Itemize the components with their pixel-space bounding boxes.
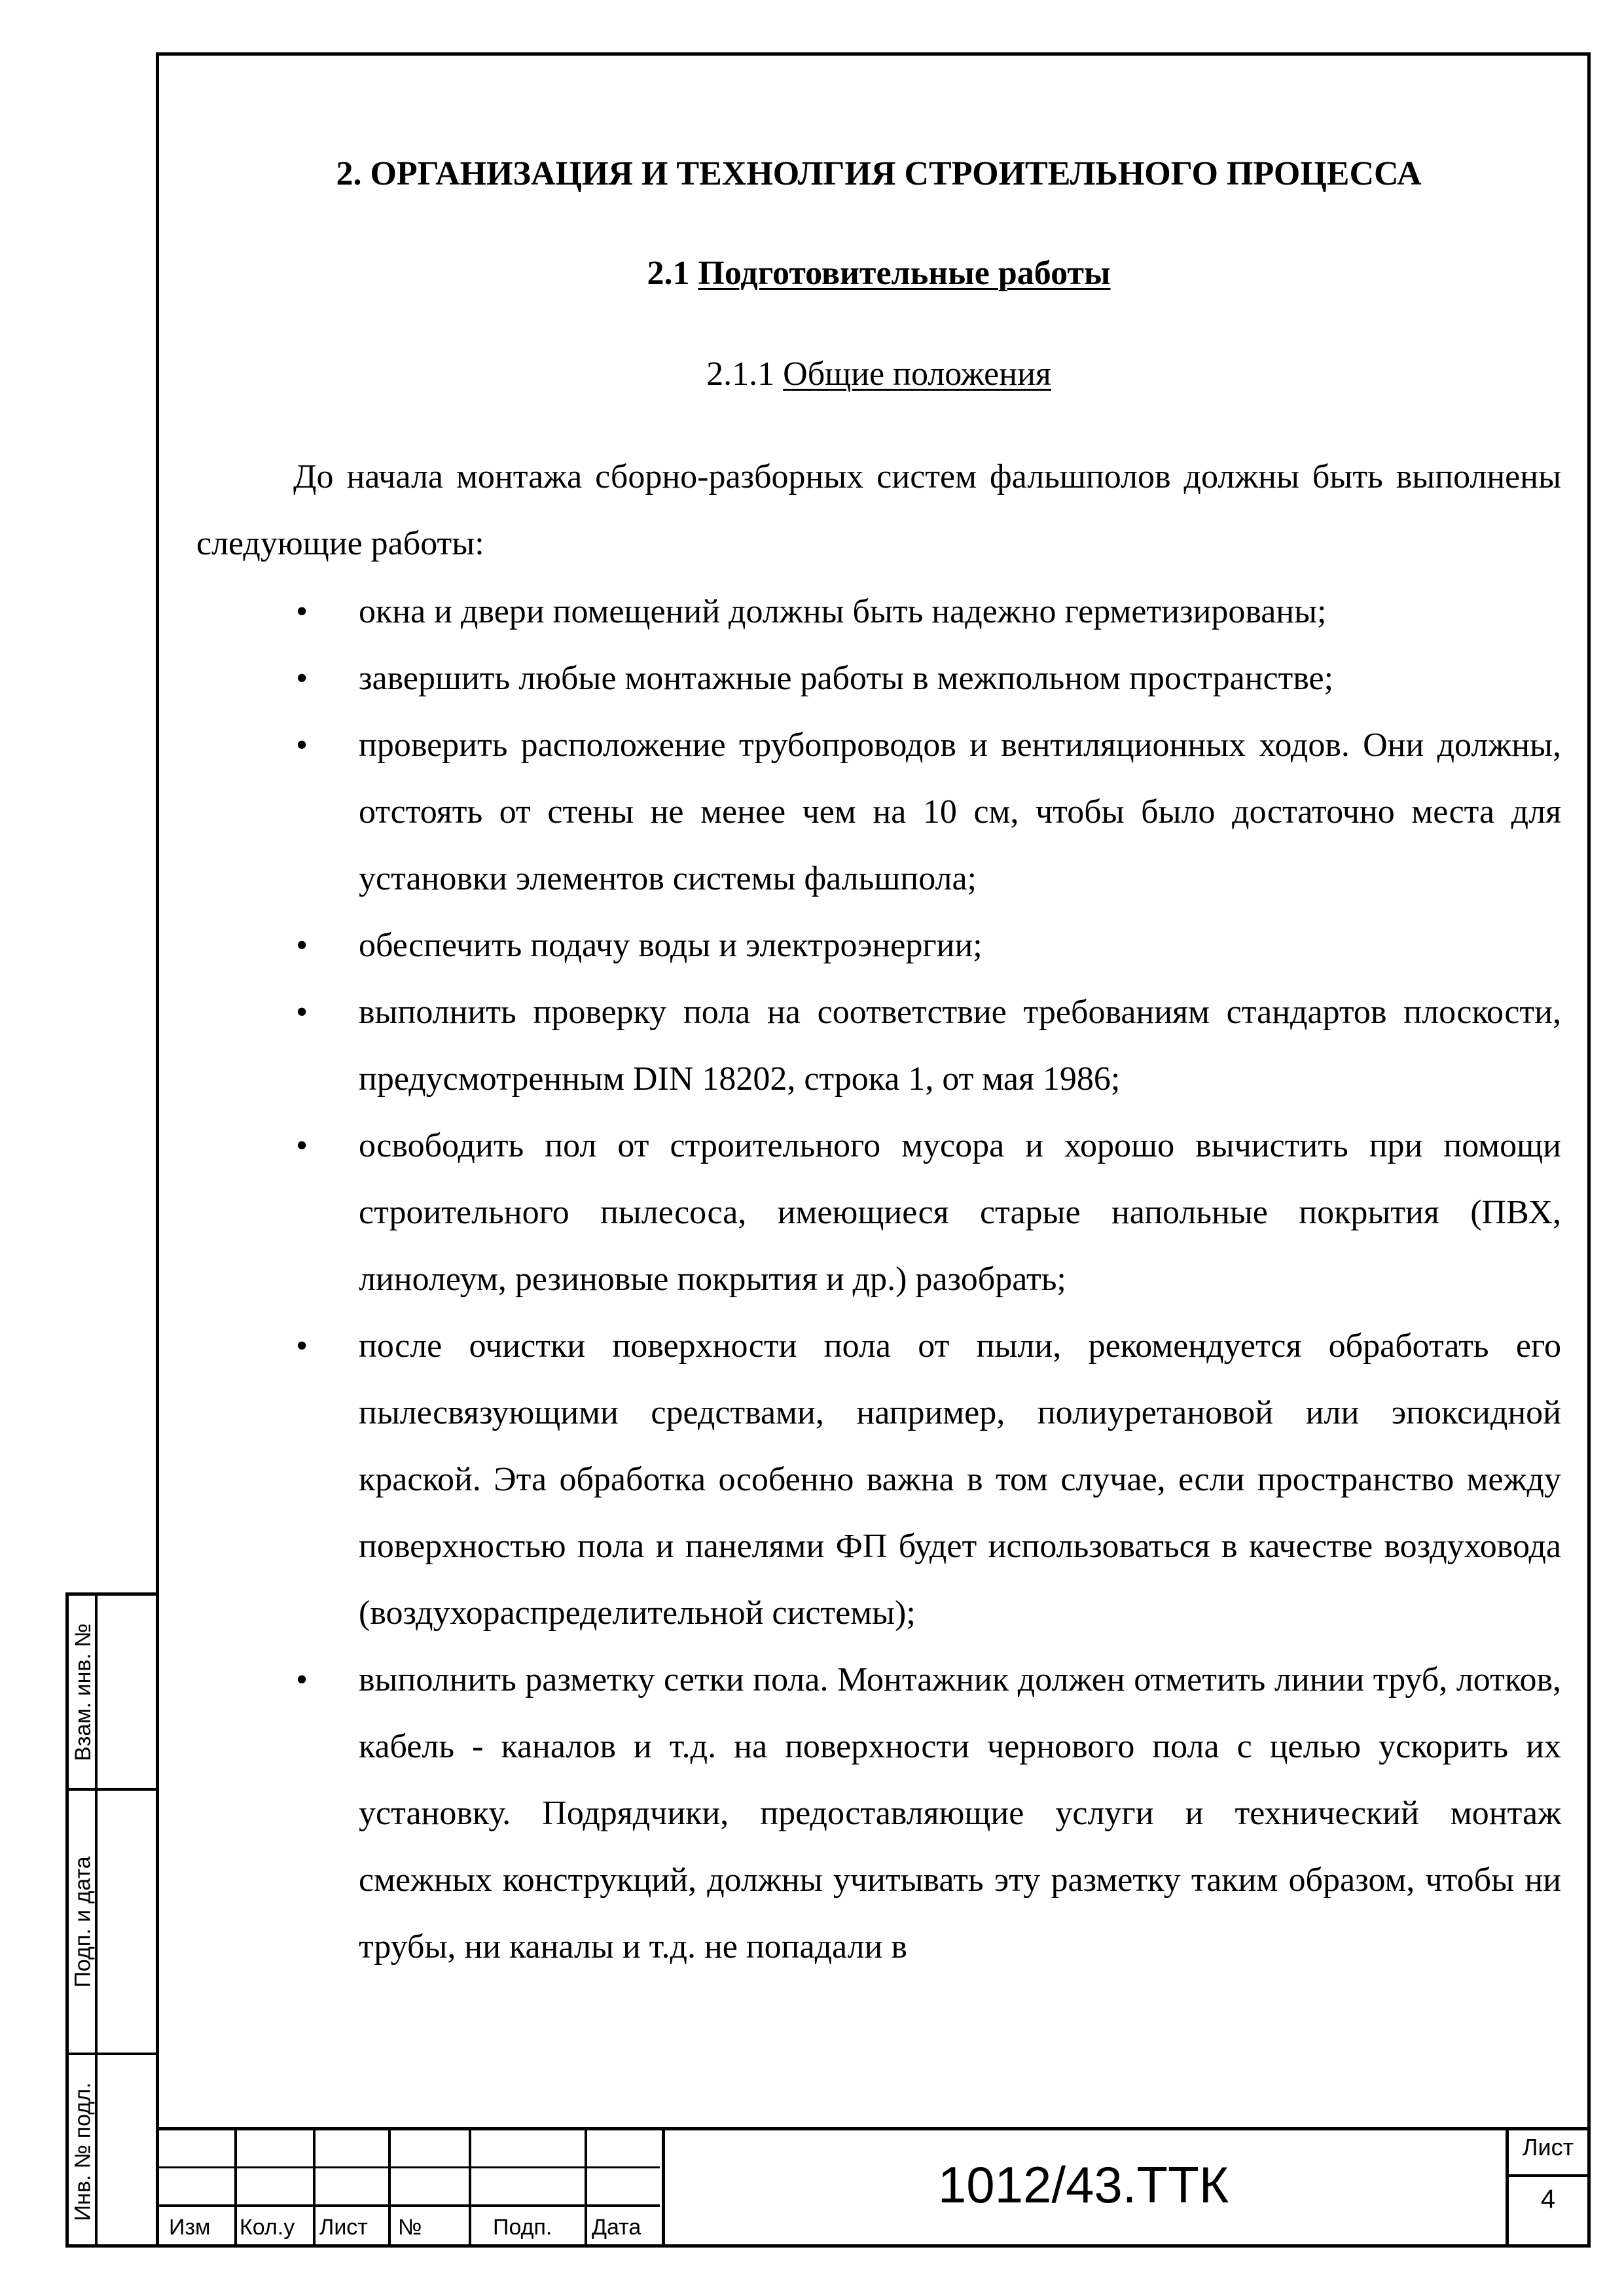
replacement-inv-cell — [70, 1596, 96, 1788]
list-item — [196, 645, 1561, 712]
list-item-text: выполнить проверку пола на соответствие требованиям стандартов плоскости, предусмотренным DIN 18202, строка 1, от мая 1986; — [359, 994, 1561, 1098]
list-item-text: завершить любые монтажные работы в межпольном пространстве; — [359, 660, 1334, 697]
subsection-number: 2.1 — [647, 255, 690, 292]
sheet-cell-line — [1506, 2174, 1591, 2177]
list-item-text: окна и двери помещений должны быть надежно герметизированы; — [359, 593, 1327, 630]
bullet-icon: • — [296, 1127, 308, 1164]
list-item — [196, 579, 1561, 645]
title-block-col-line — [469, 2127, 471, 2248]
title-block-col-line — [234, 2127, 237, 2248]
col-quantity: Кол.у — [240, 2215, 295, 2240]
col-number: № — [398, 2215, 422, 2240]
original-inv-cell — [70, 2055, 96, 2248]
list-item — [196, 979, 1561, 1113]
list-item-text: освободить пол от строительного мусора и хорошо вычистить при помощи строительного пылесоса, имеющиеся старые напольные покрытия (ПВХ, линолеум, резиновые покрытия и др.) разобрать; — [359, 1127, 1561, 1298]
col-signature: Подп. — [493, 2215, 552, 2240]
document-code: 1012/43.ТТК — [937, 2156, 1229, 2214]
subsubsection-heading — [196, 357, 1561, 391]
bullet-icon: • — [296, 994, 308, 1031]
list-item — [196, 1313, 1561, 1647]
list-item-text: обеспечить подачу воды и электроэнергии; — [359, 927, 983, 964]
col-sheet: Лист — [319, 2215, 368, 2240]
col-change: Изм — [169, 2215, 211, 2240]
list-item-text: проверить расположение трубопроводов и вентиляционных ходов. Они должны, отстоять от стены не менее чем на 10 см, чтобы было достаточно места для установки элементов системы фальшпола; — [359, 726, 1561, 897]
sheet-label: Лист — [1522, 2134, 1574, 2161]
list-item — [196, 1647, 1561, 1981]
intro-paragraph: До начала монтажа сборно-разборных систем фальшполов должны быть выполнены следующие работы: — [196, 458, 1561, 562]
subsection-heading — [196, 257, 1561, 291]
title-block-col-line — [388, 2127, 391, 2248]
list-item-text: выполнить разметку сетки пола. Монтажник должен отметить линии труб, лотков, кабель - каналов и т.д. на поверхности чернового пола с целью ускорить их установку. Подрядчики, предоставляющие услуги и технический монтаж смежных конструкций, должны учитывать эту разметку таким образом, чтобы ни трубы, ни каналы и т.д. не попадали в — [359, 1661, 1561, 1965]
bullet-icon: • — [296, 593, 308, 630]
subsubsection-title: Общие положения — [783, 355, 1051, 393]
title-block-col-line — [313, 2127, 316, 2248]
list-item — [196, 912, 1561, 979]
original-inv-label: Инв. № подл. — [70, 2082, 96, 2221]
sign-date-label: Подп. и дата — [70, 1856, 96, 1988]
bullet-icon: • — [296, 726, 308, 764]
section-heading: 2. ОРГАНИЗАЦИЯ И ТЕХНОЛГИЯ СТРОИТЕЛЬНОГО ПРОЦЕССА — [336, 155, 1422, 192]
sign-date-cell — [70, 1791, 96, 2053]
subsubsection-number: 2.1.1 — [706, 355, 775, 393]
bullet-icon: • — [296, 927, 308, 964]
list-item — [196, 1113, 1561, 1313]
bullet-icon: • — [296, 1661, 308, 1698]
replacement-inv-label: Взам. инв. № — [70, 1623, 96, 1761]
sheet-number: 4 — [1540, 2185, 1556, 2214]
work-list — [196, 579, 1561, 1981]
bullet-icon: • — [296, 1327, 308, 1365]
title-block-col-line — [585, 2127, 587, 2248]
title-block-top-line — [156, 2127, 1591, 2130]
side-stamp — [65, 1592, 156, 2248]
bullet-icon: • — [296, 660, 308, 697]
subsection-title: Подготовительные работы — [698, 255, 1111, 292]
list-item-text: после очистки поверхности пола от пыли, рекомендуется обработать его пылесвязующими средствами, например, полиуретановой или эпоксидной краской. Эта обработка особенно важна в том случае, если пространство между поверхностью пола и панелями ФП будет использоваться в качестве воздуховода (воздухораспределительной системы); — [359, 1327, 1561, 1632]
col-date: Дата — [592, 2215, 641, 2240]
list-item — [196, 712, 1561, 912]
